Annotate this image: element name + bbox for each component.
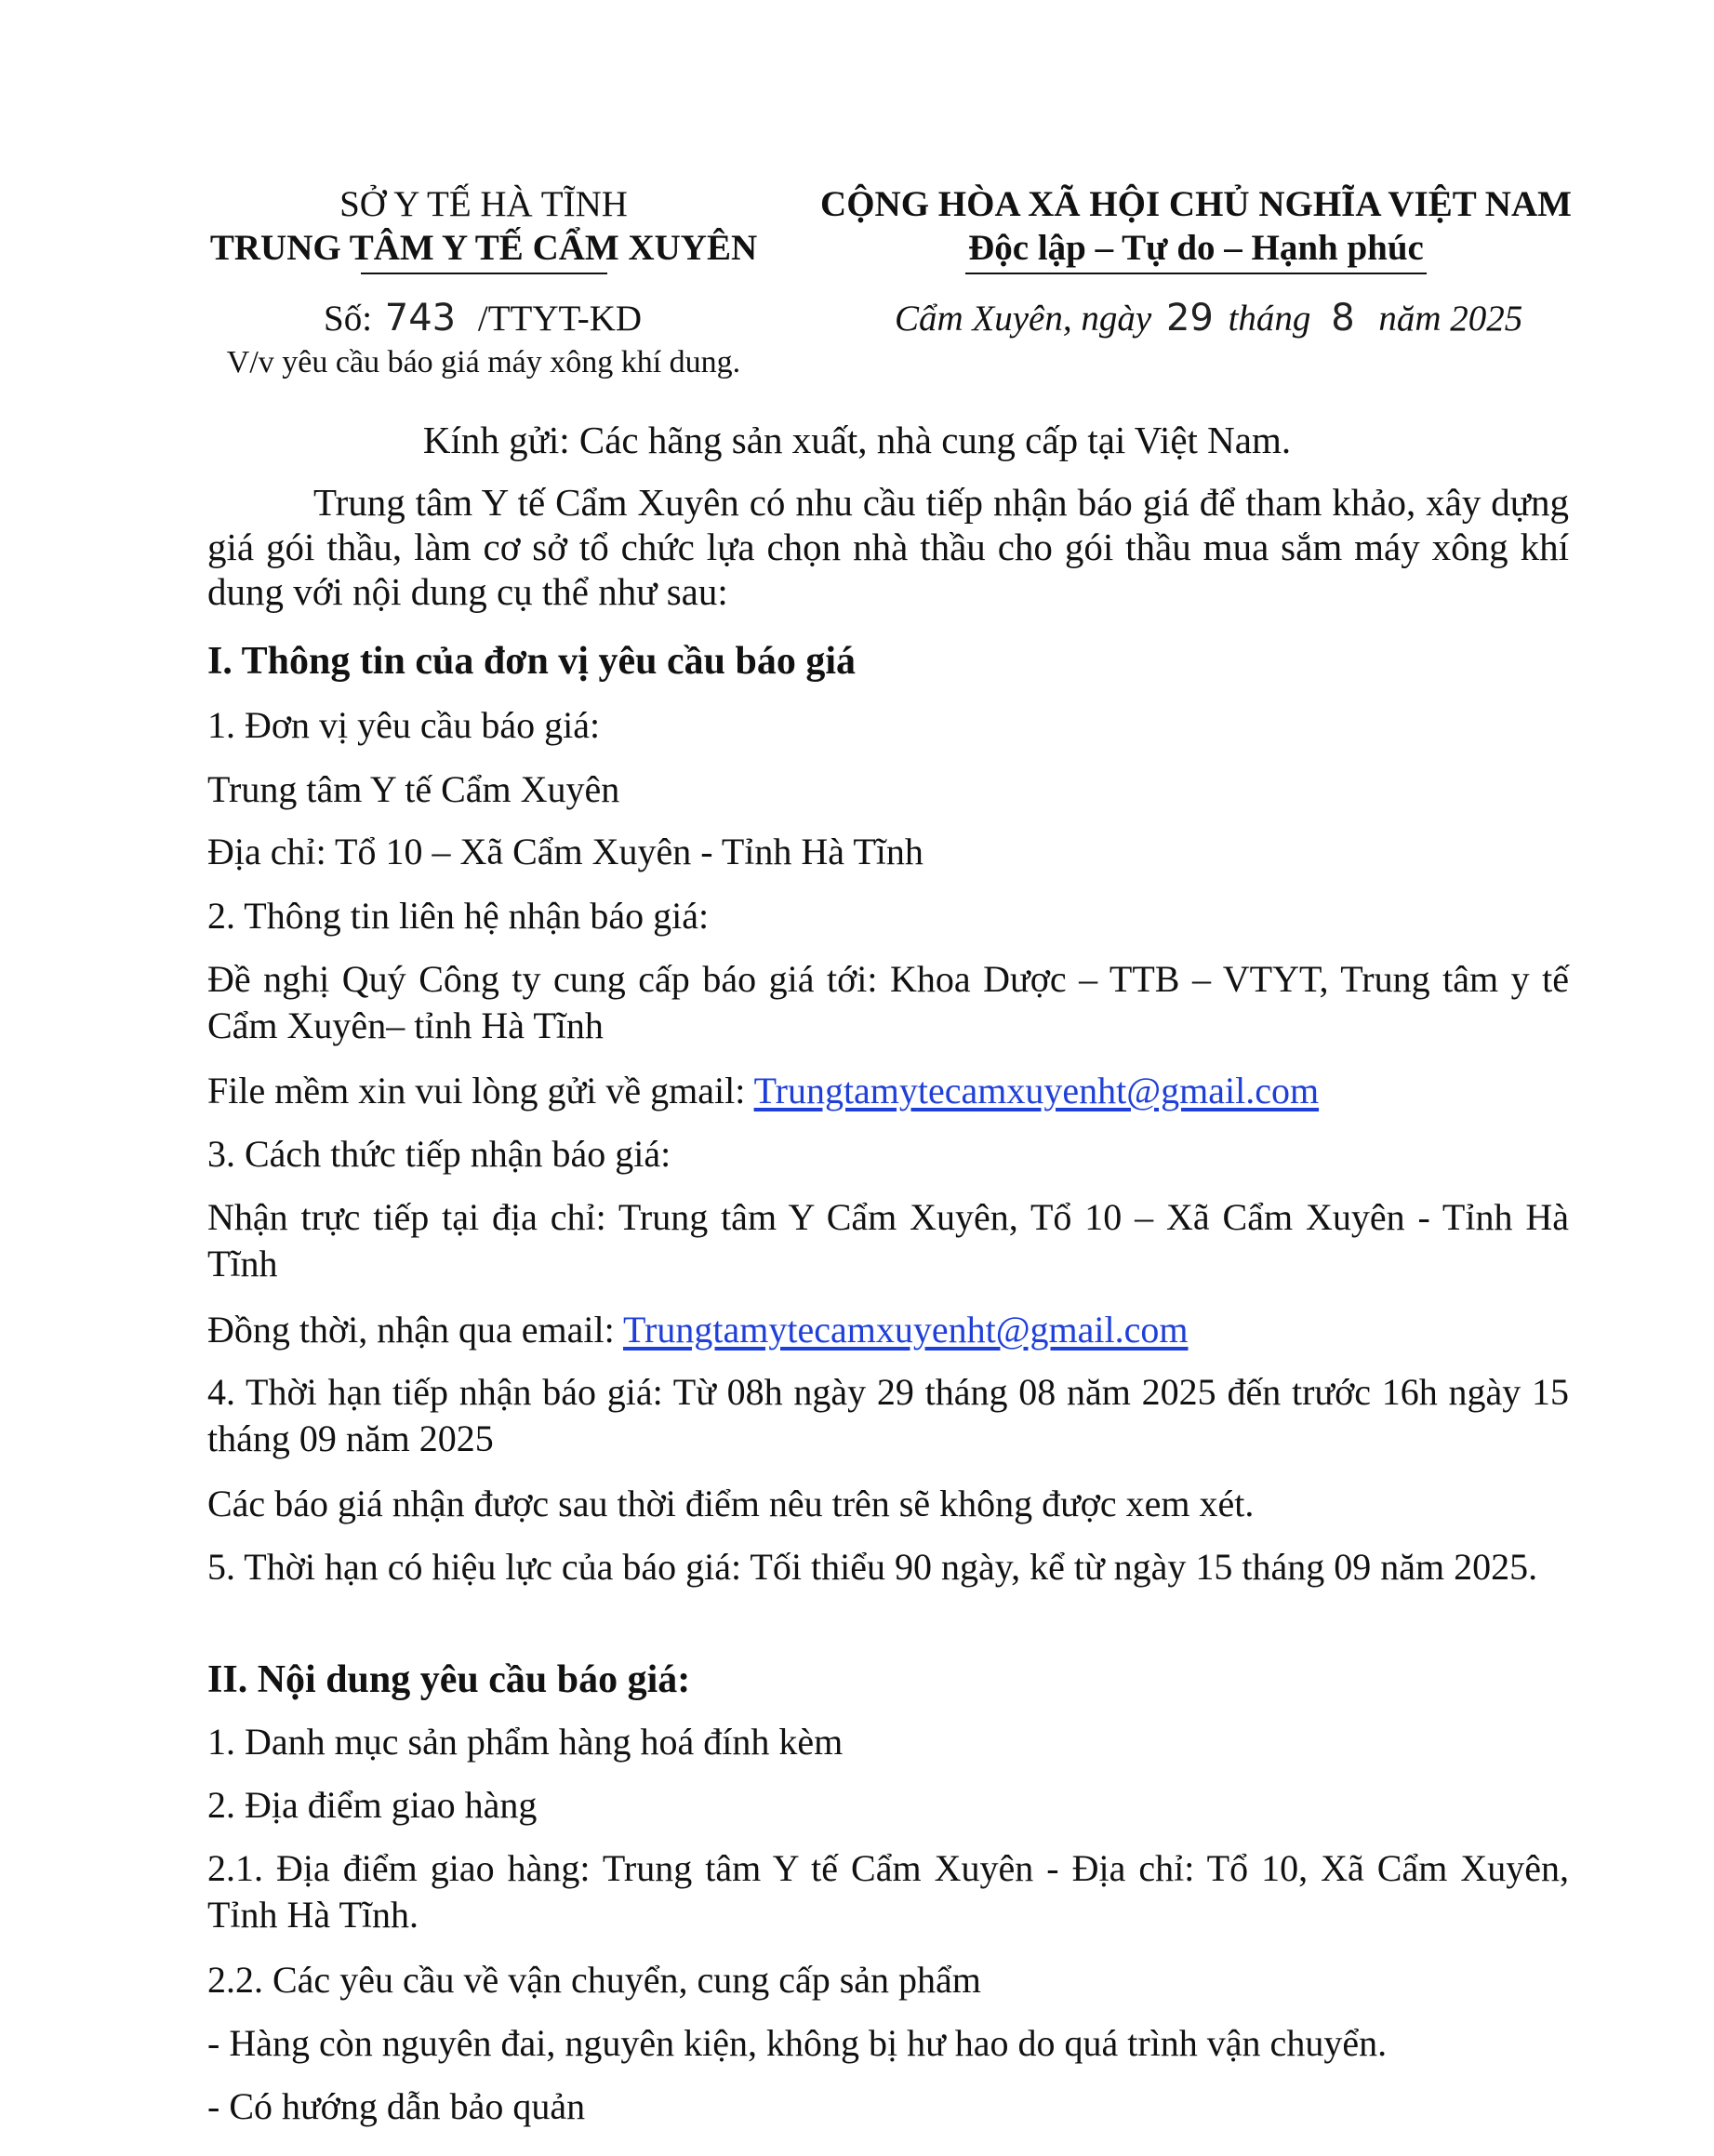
date-day: 29 [1165,297,1214,339]
s2-item1: 1. Danh mục sản phẩm hàng hoá đính kèm [207,1721,844,1763]
s1-item2-text: Đề nghị Quý Công ty cung cấp báo giá tới: Khoa Dược – TTB – VTYT, Trung tâm y tế Cẩm Xuyên– tỉnh Hà Tĩnh [207,958,1569,1046]
s1-item1-address: Địa chỉ: Tổ 10 – Xã Cẩm Xuyên - Tỉnh Hà Tĩnh [207,831,923,872]
date-month-label: tháng [1228,299,1311,339]
email-prefix: Đồng thời, nhận qua email: [207,1309,615,1351]
s1-item2-file [207,1068,1319,1114]
date-month: 8 [1331,297,1355,339]
subject-line: V/v yêu cầu báo giá máy xông khí dung. [226,345,741,379]
file-prefix: File mềm xin vui lòng gửi về gmail: [207,1070,746,1111]
document-date [895,296,1522,341]
s1-item4-note: Các báo giá nhận được sau thời điểm nêu trên sẽ không được xem xét. [207,1483,1255,1524]
s2-item21: 2.1. Địa điểm giao hàng: Trung tâm Y tế Cẩm Xuyên - Địa chỉ: Tổ 10, Xã Cẩm Xuyên, Tỉnh Hà Tĩnh. [207,1847,1569,1936]
s1-item2-title: 2. Thông tin liên hệ nhận báo giá: [207,895,710,937]
number-value: 743 [384,297,457,339]
number-suffix: /TTYT-KD [477,299,643,339]
s1-item4-text: 4. Thời hạn tiếp nhận báo giá: Từ 08h ngày 29 tháng 08 năm 2025 đến trước 16h ngày 15 tháng 09 năm 2025 [207,1371,1569,1459]
date-year: năm 2025 [1378,299,1523,339]
s2-bullet2: - Có hướng dẫn bảo quản [207,2085,586,2127]
s1-item1-title: 1. Đơn vị yêu cầu báo giá: [207,704,601,746]
section-1-title: I. Thông tin của đơn vị yêu cầu báo giá [207,640,856,683]
email-link-2[interactable]: Trungtamytecamxuyenht@gmail.com [623,1309,1189,1351]
republic-title: CỘNG HÒA XÃ HỘI CHỦ NGHĨA VIỆT NAM [820,184,1572,224]
number-prefix: Số: [324,299,373,339]
agency-name: SỞ Y TẾ HÀ TĨNH [339,184,628,224]
s1-item3-text: Nhận trực tiếp tại địa chỉ: Trung tâm Y Cẩm Xuyên, Tổ 10 – Xã Cẩm Xuyên - Tỉnh Hà Tĩnh [207,1196,1569,1284]
motto: Độc lập – Tự do – Hạnh phúc [968,228,1424,268]
s1-item3-email [207,1307,1189,1353]
email-link-1[interactable]: Trungtamytecamxuyenht@gmail.com [753,1070,1320,1111]
s1-item3-title: 3. Cách thức tiếp nhận báo giá: [207,1133,671,1175]
intro-paragraph: Trung tâm Y tế Cẩm Xuyên có nhu cầu tiếp nhận báo giá để tham khảo, xây dựng giá gói thầu, làm cơ sở tổ chức lựa chọn nhà thầu cho gói thầu mua sắm máy xông khí dung với nội dung cụ thể như sau: [207,481,1569,613]
motto-underline [965,273,1427,274]
s1-item5-text: 5. Thời hạn có hiệu lực của báo giá: Tối thiểu 90 ngày, kể từ ngày 15 tháng 09 năm 2025. [207,1546,1538,1588]
section-2-title: II. Nội dung yêu cầu báo giá: [207,1658,691,1701]
date-prefix: Cẩm Xuyên, ngày [895,299,1152,339]
s1-item1-name: Trung tâm Y tế Cẩm Xuyên [207,768,620,810]
s2-bullet1: - Hàng còn nguyên đai, nguyên kiện, không bị hư hao do quá trình vận chuyển. [207,2022,1388,2064]
recipient: Kính gửi: Các hãng sản xuất, nhà cung cấp tại Việt Nam. [422,419,1292,461]
s2-item22: 2.2. Các yêu cầu về vận chuyển, cung cấp sản phẩm [207,1959,981,2001]
center-name: TRUNG TÂM Y TẾ CẨM XUYÊN [209,228,758,268]
document-number [324,296,642,341]
s2-item2: 2. Địa điểm giao hàng [207,1784,538,1826]
center-name-underline [361,273,607,274]
